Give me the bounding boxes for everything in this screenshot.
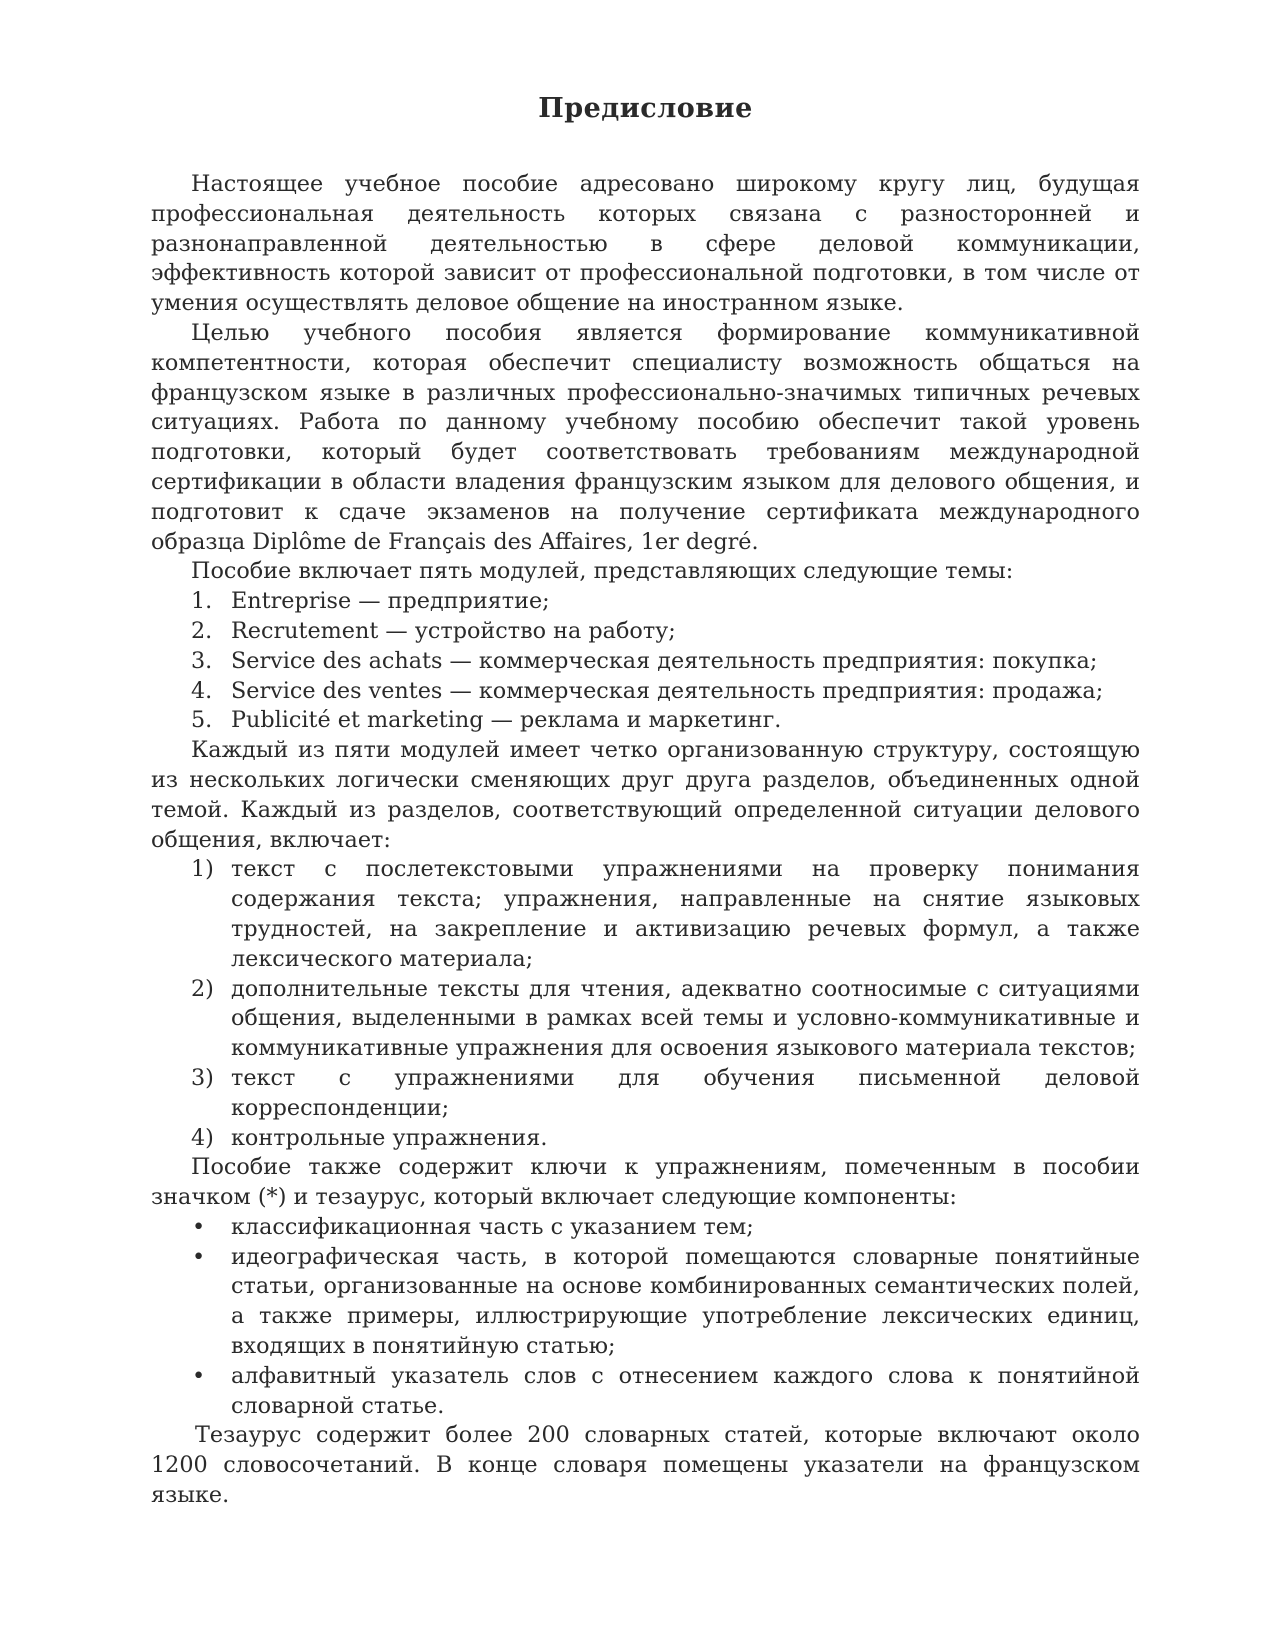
list-marker: 4. <box>191 677 213 704</box>
list-item <box>151 855 1140 974</box>
bullet-icon: • <box>192 1243 206 1270</box>
list-item-text: Service des achats — коммерческая деятельность предприятия: покупка; <box>231 647 1098 674</box>
list-marker: 3) <box>191 1064 214 1091</box>
list-item <box>151 1362 1140 1422</box>
list-marker: 1. <box>191 588 213 615</box>
list-marker: 2) <box>191 975 214 1002</box>
list-marker: 1) <box>191 856 214 883</box>
paragraph-structure: Каждый из пяти модулей имеет четко организованную структуру, состоящую из нескольких логически сменяющих друг друга разделов, объединенных одной темой. Каждый из разделов, соответствующий определенной ситуации делового общения, включает: <box>151 737 1140 853</box>
list-item-text: текст с упражнениями для обучения письменной деловой корреспонденции; <box>231 1064 1140 1121</box>
list-item <box>151 677 1140 707</box>
list-item <box>151 617 1140 647</box>
list-item-text: алфавитный указатель слов с отнесением каждого слова к понятийной словарной статье. <box>231 1362 1140 1419</box>
bullet-icon: • <box>192 1362 206 1389</box>
paragraph-modules-intro: Пособие включает пять модулей, представляющих следующие темы: <box>191 558 1014 585</box>
list-item-text: классификационная часть с указанием тем; <box>231 1213 754 1240</box>
list-marker: 2. <box>191 617 213 644</box>
list-marker: 4) <box>191 1124 214 1151</box>
list-item <box>151 1243 1140 1362</box>
paragraph-goal: Целью учебного пособия является формирование коммуникативной компетентности, которая обеспечит специалисту возможность общаться на французском языке в различных профессионально-значимых типичных речевых ситуациях. Работа по данному учебному пособию обеспечит такой уровень подготовки, который будет соответствовать требованиям международной сертификации в области владения французским языком для делового общения, и подготовит к сдаче экзаменов на получение сертификата международного образца Diplôme de Français des Affaires, 1er degré. <box>151 319 1140 555</box>
list-item-text: дополнительные тексты для чтения, адекватно соотносимые с ситуациями общения, выделенными в рамках всей темы и условно-коммуникативные и коммуникативные упражнения для освоения языкового материала текстов; <box>231 975 1140 1062</box>
bullet-icon: • <box>192 1213 206 1240</box>
list-item <box>151 706 1140 736</box>
list-item <box>151 647 1140 677</box>
list-marker: 5. <box>191 707 213 734</box>
paragraph-intro: Настоящее учебное пособие адресовано широкому кругу лиц, будущая профессиональная деятельность которых связана с разносторонней и разнонаправленной деятельностью в сфере деловой коммуникации, эффективность которой зависит от профессиональной подготовки, в том числе от умения осуществлять деловое общение на иностранном языке. <box>151 171 1140 317</box>
sections-list <box>151 855 1140 1153</box>
thesaurus-components-list <box>151 1213 1140 1422</box>
list-item <box>151 1064 1140 1124</box>
list-item-text: текст с послетекстовыми упражнениями на проверку понимания содержания текста; упражнения, направленные на снятие языковых трудностей, на закрепление и активизацию речевых формул, а также лексического материала; <box>231 856 1140 972</box>
page-title: Предисловие <box>538 93 753 124</box>
list-item <box>151 587 1140 617</box>
paragraph-thesaurus-size: Тезаурус содержит более 200 словарных статей, которые включают около 1200 словосочетаний. В конце словаря помещены указатели на французском языке. <box>151 1422 1140 1509</box>
list-item-text: Entreprise — предприятие; <box>231 588 550 615</box>
list-item <box>151 1124 1140 1154</box>
list-item <box>151 975 1140 1064</box>
list-item-text: Publicité et marketing — реклама и маркетинг. <box>231 707 782 734</box>
modules-list <box>151 587 1140 736</box>
list-item-text: контрольные упражнения. <box>231 1124 548 1151</box>
paragraph-keys: Пособие также содержит ключи к упражнениям, помеченным в пособии значком (*) и тезаурус, который включает следующие компоненты: <box>151 1154 1140 1211</box>
list-item-text: идеографическая часть, в которой помещаются словарные понятийные статьи, организованные на основе комбинированных семантических полей, а также примеры, иллюстрирующие употребление лексических единиц, входящих в понятийную статью; <box>231 1243 1140 1360</box>
document-body <box>151 170 1140 1511</box>
list-item <box>151 1213 1140 1243</box>
list-item-text: Recrutement — устройство на работу; <box>231 617 676 644</box>
list-item-text: Service des ventes — коммерческая деятельность предприятия: продажа; <box>231 677 1104 704</box>
list-marker: 3. <box>191 647 213 674</box>
